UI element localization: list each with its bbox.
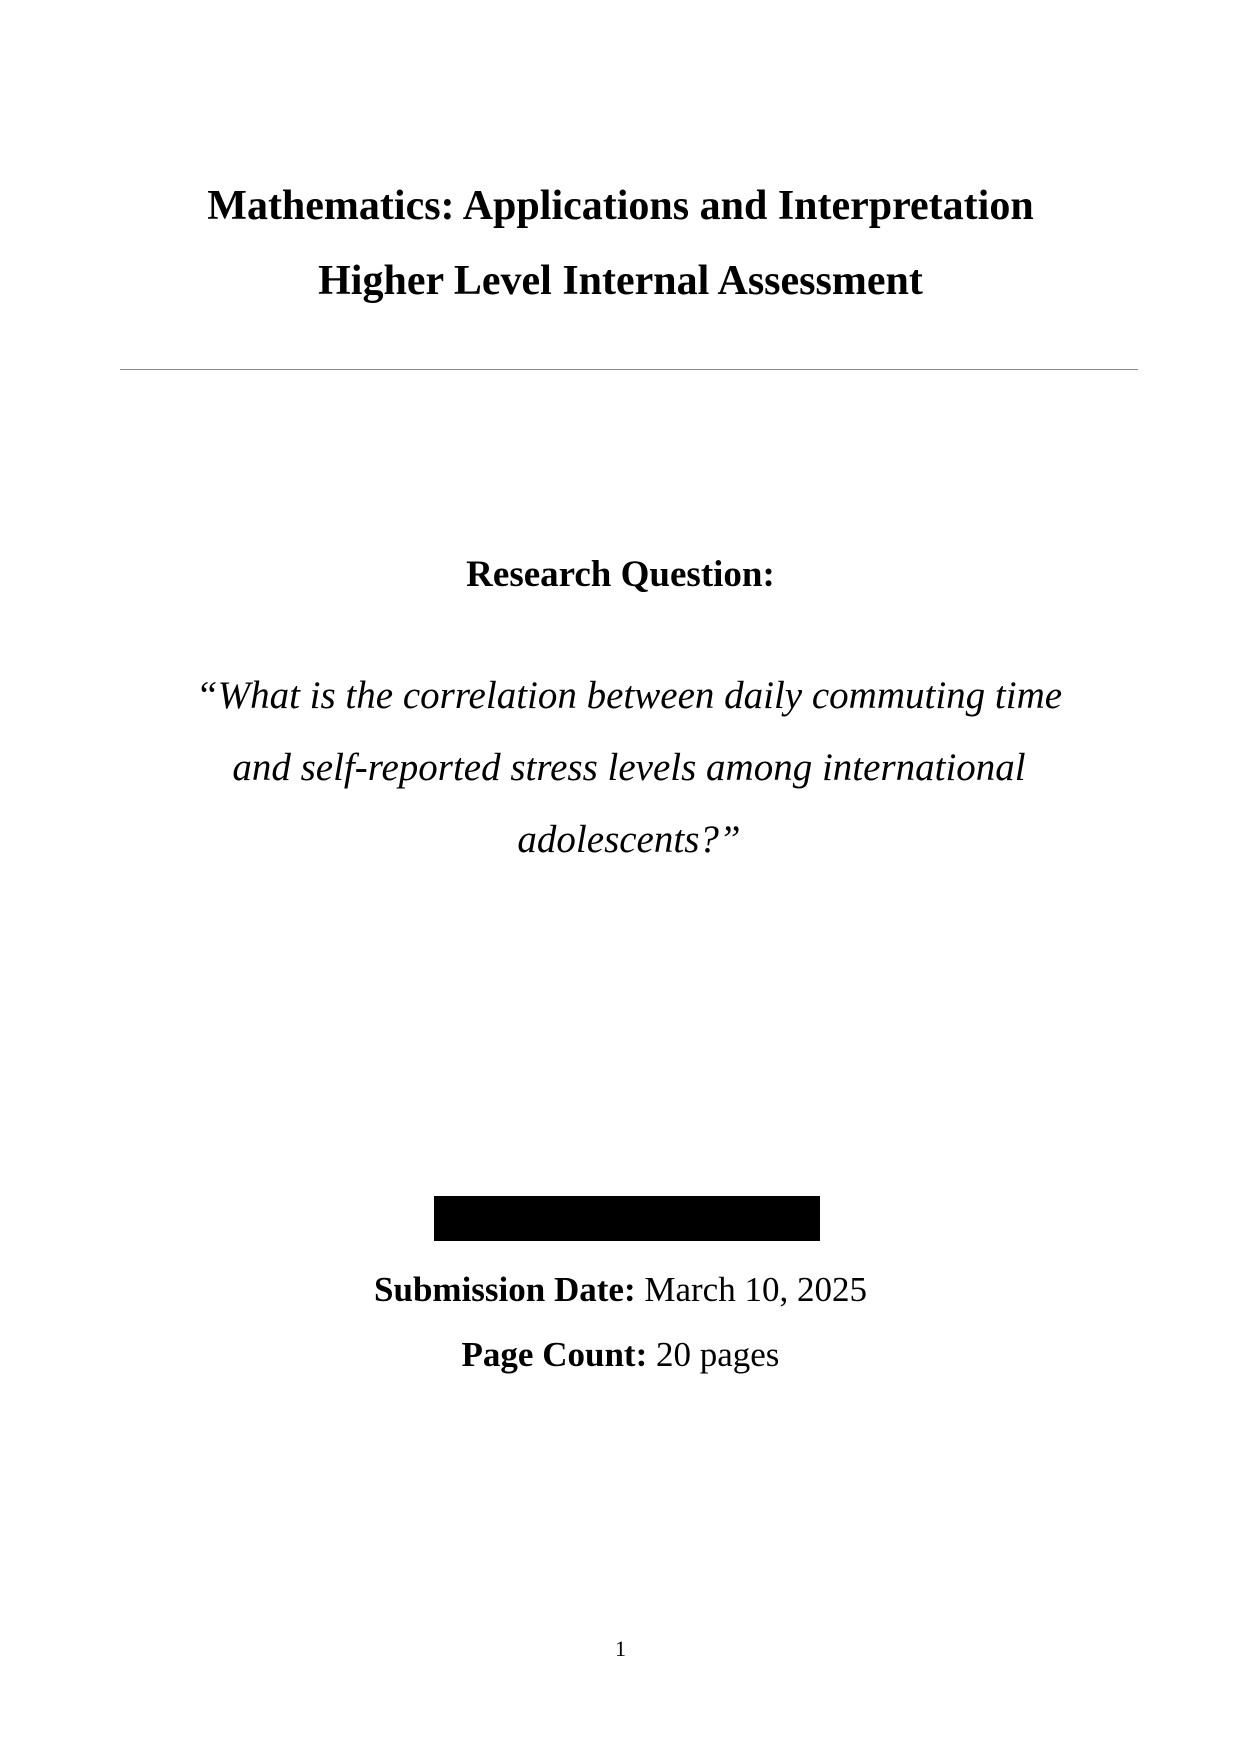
horizontal-divider: [120, 369, 1138, 370]
page-count-value: 20 pages: [647, 1335, 780, 1374]
submission-date-value: March 10, 2025: [635, 1270, 867, 1309]
research-question-line: adolescents?”: [517, 818, 741, 861]
submission-date-label: Submission Date:: [374, 1270, 636, 1309]
research-question-heading: Research Question:: [466, 554, 775, 595]
submission-date-line: [0, 1272, 1241, 1307]
research-question-text: [120, 660, 1138, 876]
research-question-line: “What is the correlation between daily commuting time: [195, 674, 1063, 717]
page-count-label: Page Count:: [461, 1335, 648, 1374]
page-number: 1: [615, 1636, 626, 1661]
document-title-line-2: Higher Level Internal Assessment: [318, 258, 923, 304]
document-title-line-1: Mathematics: Applications and Interpretation: [207, 183, 1034, 229]
page-count-line: [0, 1337, 1241, 1372]
redacted-author-block: [434, 1196, 820, 1241]
research-question-line: and self-reported stress levels among international: [232, 746, 1026, 789]
